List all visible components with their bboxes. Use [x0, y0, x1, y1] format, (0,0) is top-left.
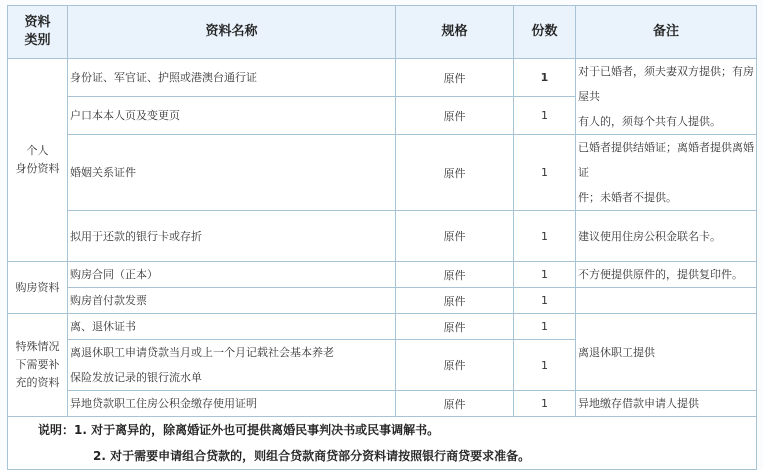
row-note: 异地缴存借款申请人提供	[576, 391, 757, 417]
row-name: 拟用于还款的银行卡或存折	[68, 211, 396, 262]
row-name: 异地贷款职工住房公积金缴存使用证明	[68, 391, 396, 417]
row-qty: 1	[514, 97, 576, 135]
row-name: 购房合同（正本）	[68, 262, 396, 288]
header-qty: 份数	[514, 6, 576, 59]
row-qty: 1	[514, 262, 576, 288]
group-personal: 个人 身份资料	[8, 59, 68, 262]
table-row	[8, 314, 757, 340]
row-spec: 原件	[396, 314, 514, 340]
group-purchase: 购房资料	[8, 262, 68, 314]
header-note: 备注	[576, 6, 757, 59]
footer-row	[8, 417, 757, 470]
row-spec: 原件	[396, 135, 514, 211]
table-row	[8, 59, 757, 97]
table-row	[8, 135, 757, 211]
footer-note-2: 2. 对于需要申请组合贷款的，则组合贷款商贷部分资料请按照银行商贷要求准备。	[93, 449, 531, 463]
row-note-empty	[576, 288, 757, 314]
row-note: 建议使用住房公积金联名卡。	[576, 211, 757, 262]
header-category: 资料 类别	[8, 6, 68, 59]
row-name: 购房首付款发票	[68, 288, 396, 314]
row-spec: 原件	[396, 391, 514, 417]
footer-note-1: 说明：1. 对于离异的，除离婚证外也可提供离婚民事判决书或民事调解书。	[38, 423, 440, 437]
row-note: 已婚者提供结婚证；离婚者提供离婚证 件；未婚者不提供。	[576, 135, 757, 211]
row-spec: 原件	[396, 97, 514, 135]
row-name: 婚姻关系证件	[68, 135, 396, 211]
header-row	[8, 6, 757, 59]
row-qty: 1	[514, 135, 576, 211]
table-row	[8, 288, 757, 314]
row-name: 身份证、军官证、护照或港澳台通行证	[68, 59, 396, 97]
header-name: 资料名称	[68, 6, 396, 59]
footer-notes	[8, 417, 757, 470]
row-qty: 1	[514, 288, 576, 314]
table-row	[8, 262, 757, 288]
row-note: 不方便提供原件的，提供复印件。	[576, 262, 757, 288]
document-table-wrapper	[7, 5, 756, 470]
header-spec: 规格	[396, 6, 514, 59]
row-spec: 原件	[396, 59, 514, 97]
row-qty: 1	[514, 340, 576, 391]
table-row	[8, 391, 757, 417]
row-spec: 原件	[396, 211, 514, 262]
row-spec: 原件	[396, 288, 514, 314]
row-qty: 1	[514, 314, 576, 340]
row-qty: 1	[514, 59, 576, 97]
row-name: 离退休职工申请贷款当月或上一个月记载社会基本养老 保险发放记录的银行流水单	[68, 340, 396, 391]
row-qty: 1	[514, 211, 576, 262]
row-note: 离退休职工提供	[576, 314, 757, 391]
row-note: 对于已婚者，须夫妻双方提供；有房屋共 有人的，须每个共有人提供。	[576, 59, 757, 135]
row-name: 户口本本人页及变更页	[68, 97, 396, 135]
row-spec: 原件	[396, 340, 514, 391]
table-row	[8, 211, 757, 262]
materials-table	[7, 5, 757, 470]
row-name: 离、退休证书	[68, 314, 396, 340]
row-qty: 1	[514, 391, 576, 417]
group-special: 特殊情况 下需要补 充的资料	[8, 314, 68, 417]
row-spec: 原件	[396, 262, 514, 288]
